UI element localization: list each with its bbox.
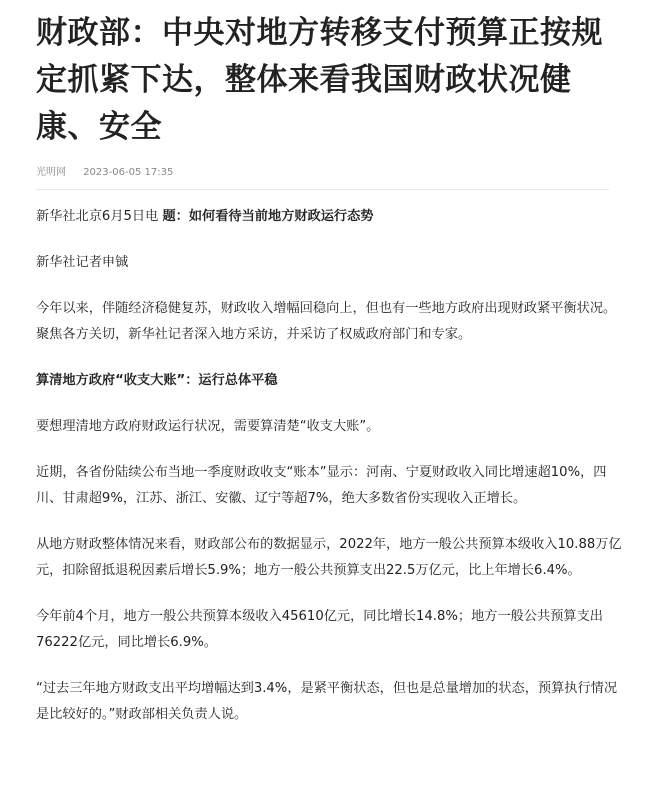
byline: 新华社记者申铖 xyxy=(36,255,129,270)
paragraph-6: “过去三年地方财政支出平均增幅达到3.4%，是紧平衡状态，但也是总量增加的状态，预算执行情况是比较好的。”财政部相关负责人说。 xyxy=(36,681,618,722)
article-body xyxy=(36,204,625,728)
section-subheading xyxy=(36,368,625,394)
paragraph-2: 要想理清地方政府财政运行状况，需要算清楚“收支大账”。 xyxy=(36,419,380,434)
article-title: 财政部：中央对地方转移支付预算正按规定抓紧下达，整体来看我国财政状况健康、安全 xyxy=(36,15,603,145)
dateline: 新华社北京6月5日电 xyxy=(36,209,163,224)
lead-paragraph xyxy=(36,204,625,230)
paragraph-1: 今年以来，伴随经济稳健复苏，财政收入增幅回稳向上，但也有一些地方政府出现财政紧平衡状况。聚焦各方关切，新华社记者深入地方采访，并采访了权威政府部门和专家。 xyxy=(36,301,617,342)
meta-divider xyxy=(36,189,609,190)
paragraph-5: 今年前4个月，地方一般公共预算本级收入45610亿元，同比增长14.8%；地方一般公共预算支出76222亿元，同比增长6.9%。 xyxy=(36,609,603,650)
article-date: 2023-06-05 17:35 xyxy=(83,167,174,178)
paragraph-3: 近期，各省份陆续公布当地一季度财政收支“账本”显示：河南、宁夏财政收入同比增速超10%，四川、甘肃超9%，江苏、浙江、安徽、辽宁等超7%，绝大多数省份实现收入正增长。 xyxy=(36,465,607,506)
lead-topic: 题：如何看待当前地方财政运行态势 xyxy=(162,209,374,224)
article-source[interactable]: 光明网 xyxy=(36,167,66,178)
article-meta xyxy=(36,163,625,183)
subheading-text: 算清地方政府“收支大账”：运行总体平稳 xyxy=(36,373,278,388)
paragraph-4: 从地方财政整体情况来看，财政部公布的数据显示，2022年，地方一般公共预算本级收入10.88万亿元，扣除留抵退税因素后增长5.9%；地方一般公共预算支出22.5万亿元，比上年增长6.4%。 xyxy=(36,537,622,578)
